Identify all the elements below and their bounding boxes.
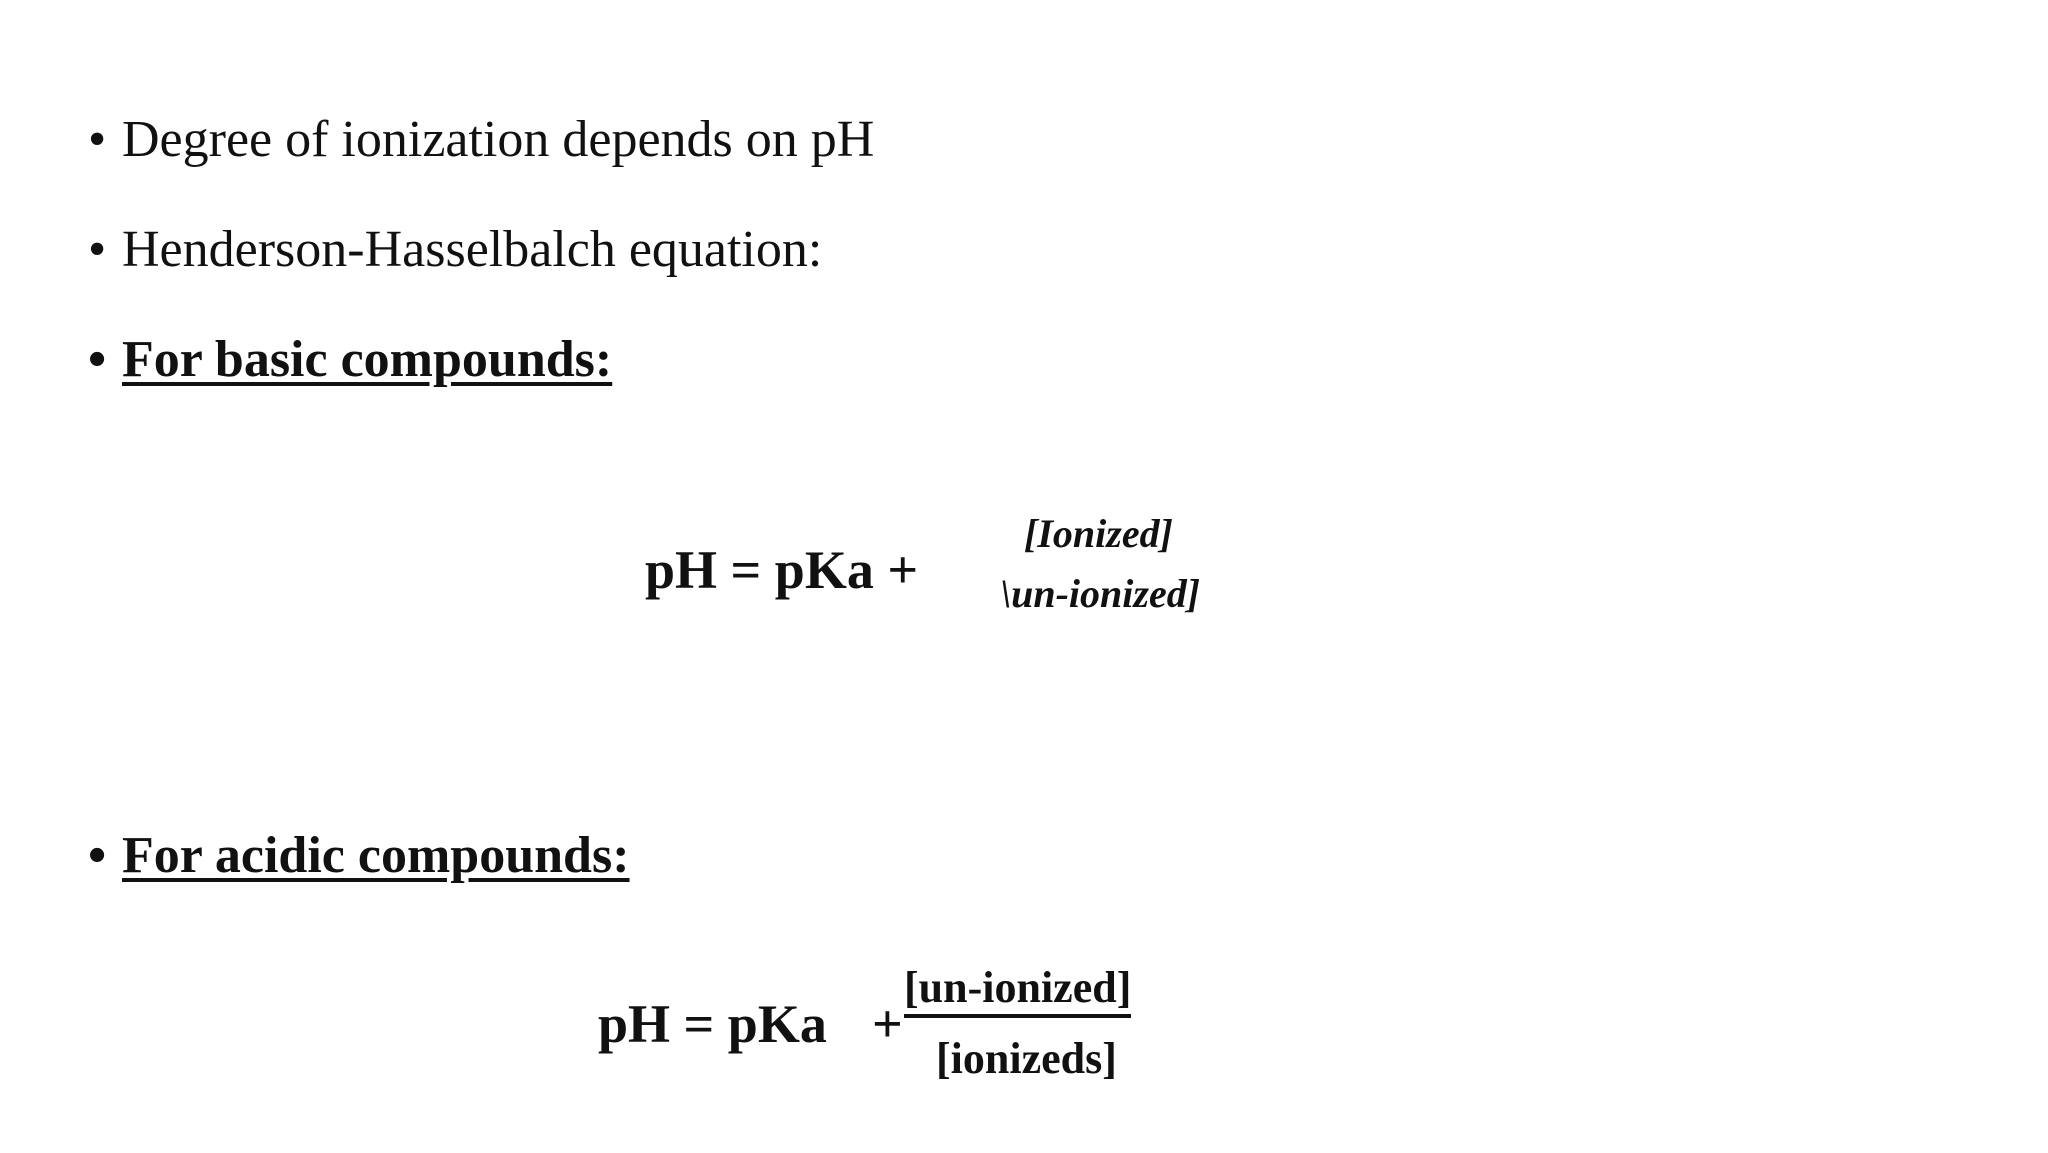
basic-equation-numerator: [Ionized]: [1024, 511, 1173, 556]
bullet-marker: •: [88, 111, 107, 168]
bullet-basic-compounds-heading: [88, 330, 612, 390]
bullet-marker: •: [88, 331, 107, 388]
bullet-marker: •: [88, 221, 107, 278]
acidic-equation-lhs: pH = pKa: [598, 994, 827, 1054]
bullet-acidic-compounds-heading: [88, 826, 630, 886]
bullet-text: Henderson-Hasselbalch equation:: [122, 221, 823, 278]
basic-equation-denominator: \un-ionized]: [1000, 571, 1201, 616]
acidic-equation-numerator: [un-ionized]: [904, 962, 1131, 1018]
heading-basic-compounds: For basic compounds:: [122, 331, 613, 388]
acidic-equation-denominator: [ionizeds]: [936, 1034, 1117, 1083]
bullet-marker: •: [88, 827, 107, 884]
acidic-equation-plus: +: [872, 994, 903, 1054]
bullet-text: Degree of ionization depends on pH: [122, 111, 875, 168]
heading-acidic-compounds: For acidic compounds:: [122, 827, 630, 884]
bullet-degree-of-ionization: [88, 110, 874, 170]
bullet-henderson-hasselbalch: [88, 220, 822, 280]
basic-equation-lhs: pH = pKa +: [645, 540, 919, 600]
